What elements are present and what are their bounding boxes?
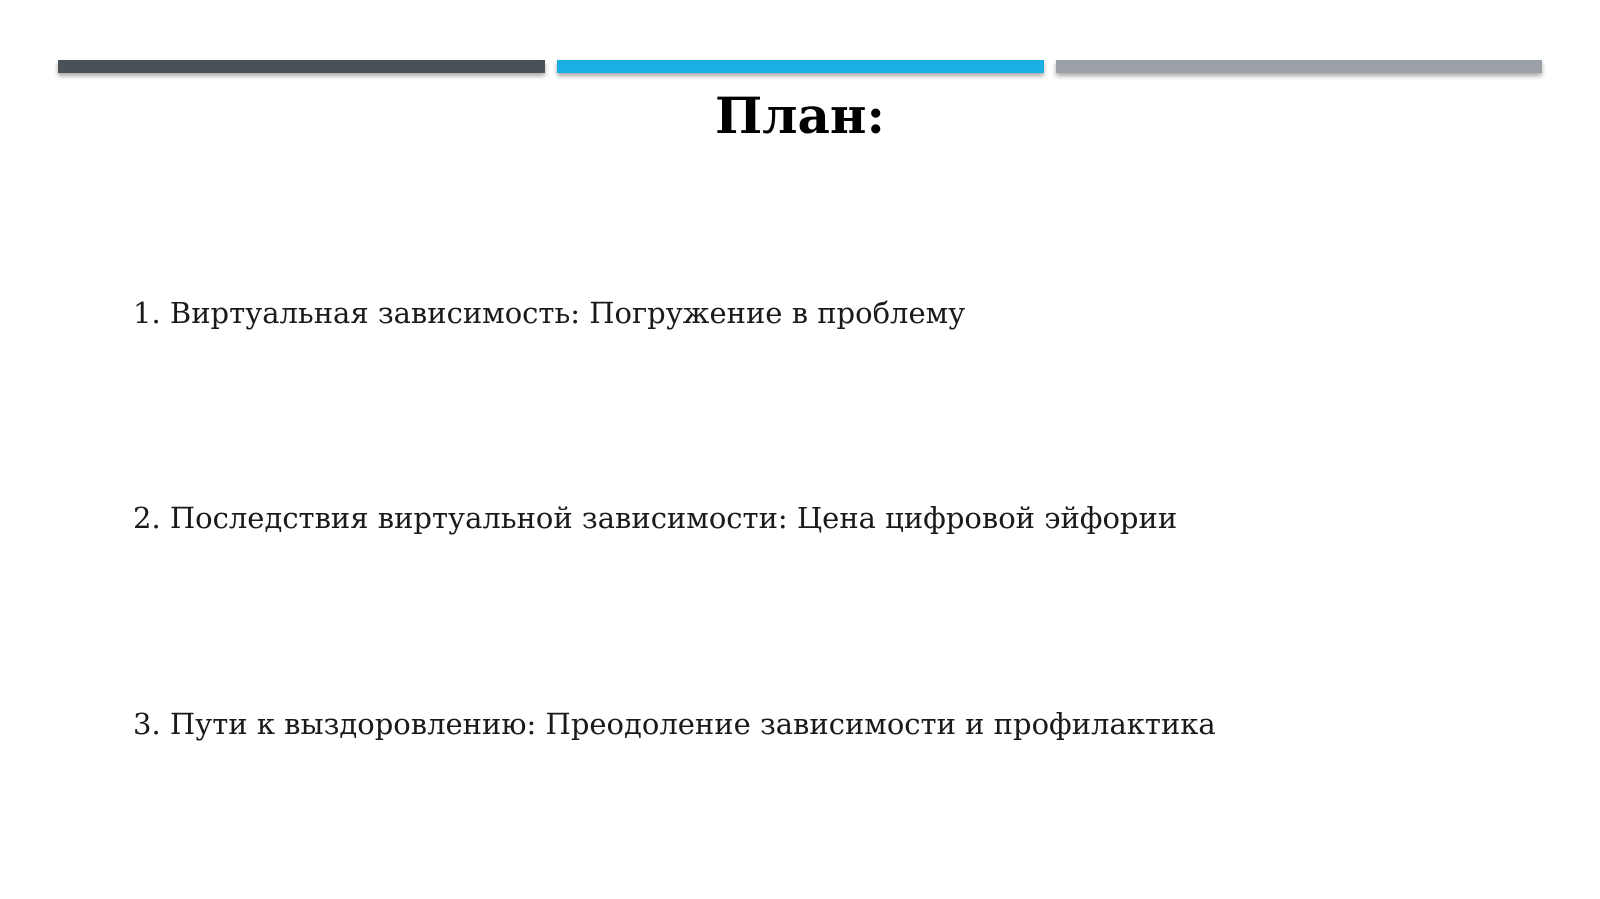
slide-title: План: — [715, 86, 885, 145]
plan-item-3: 3. Пути к выздоровлению: Преодоление зависимости и профилактика — [133, 707, 1216, 741]
plan-item-1: 1. Виртуальная зависимость: Погружение в проблему — [133, 296, 966, 330]
plan-item-2: 2. Последствия виртуальной зависимости: Цена цифровой эйфории — [133, 501, 1178, 535]
accent-bar-gray — [1056, 60, 1542, 73]
accent-bar-dark — [58, 60, 545, 73]
accent-bar-blue — [557, 60, 1044, 73]
accent-bars — [58, 60, 1542, 73]
